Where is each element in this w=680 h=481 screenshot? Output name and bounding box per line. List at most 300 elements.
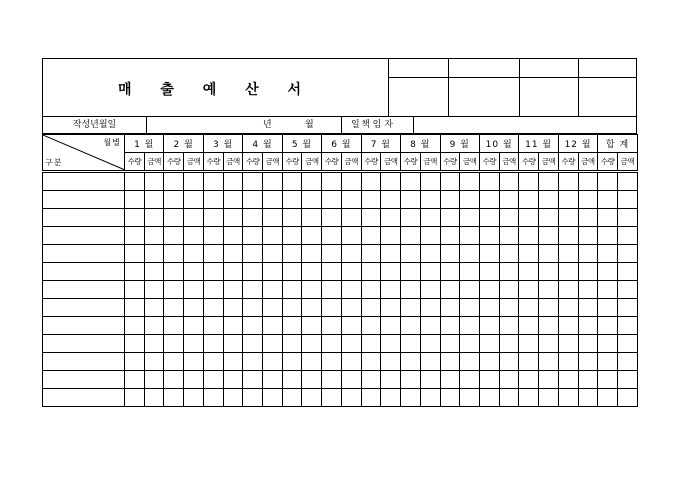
value-cell[interactable] [440, 299, 460, 317]
value-cell[interactable] [164, 371, 184, 389]
value-cell[interactable] [401, 353, 421, 371]
value-cell[interactable] [539, 245, 559, 263]
value-cell[interactable] [420, 317, 440, 335]
value-cell[interactable] [302, 353, 322, 371]
value-cell[interactable] [420, 353, 440, 371]
value-cell[interactable] [519, 371, 539, 389]
value-cell[interactable] [519, 389, 539, 407]
value-cell[interactable] [440, 245, 460, 263]
value-cell[interactable] [164, 281, 184, 299]
value-cell[interactable] [144, 263, 164, 281]
value-cell[interactable] [558, 317, 578, 335]
value-cell[interactable] [598, 281, 618, 299]
value-cell[interactable] [361, 227, 381, 245]
value-cell[interactable] [243, 299, 263, 317]
value-cell[interactable] [598, 191, 618, 209]
value-cell[interactable] [361, 209, 381, 227]
value-cell[interactable] [558, 209, 578, 227]
value-cell[interactable] [539, 371, 559, 389]
value-cell[interactable] [460, 191, 480, 209]
value-cell[interactable] [164, 191, 184, 209]
value-cell[interactable] [519, 299, 539, 317]
value-cell[interactable] [203, 209, 223, 227]
value-cell[interactable] [401, 281, 421, 299]
value-cell[interactable] [223, 389, 243, 407]
category-cell[interactable] [43, 245, 125, 263]
value-cell[interactable] [184, 299, 204, 317]
value-cell[interactable] [164, 209, 184, 227]
value-cell[interactable] [282, 389, 302, 407]
value-cell[interactable] [578, 389, 598, 407]
value-cell[interactable] [322, 389, 342, 407]
value-cell[interactable] [164, 227, 184, 245]
value-cell[interactable] [243, 281, 263, 299]
value-cell[interactable] [144, 281, 164, 299]
value-cell[interactable] [598, 353, 618, 371]
value-cell[interactable] [223, 245, 243, 263]
value-cell[interactable] [598, 245, 618, 263]
value-cell[interactable] [618, 263, 638, 281]
value-cell[interactable] [479, 389, 499, 407]
value-cell[interactable] [341, 227, 361, 245]
value-cell[interactable] [302, 335, 322, 353]
value-cell[interactable] [618, 209, 638, 227]
value-cell[interactable] [302, 191, 322, 209]
value-cell[interactable] [144, 317, 164, 335]
value-cell[interactable] [361, 299, 381, 317]
value-cell[interactable] [125, 227, 145, 245]
value-cell[interactable] [598, 299, 618, 317]
value-cell[interactable] [164, 172, 184, 191]
value-cell[interactable] [519, 263, 539, 281]
value-cell[interactable] [302, 299, 322, 317]
value-cell[interactable] [401, 227, 421, 245]
value-cell[interactable] [519, 172, 539, 191]
value-cell[interactable] [479, 191, 499, 209]
value-cell[interactable] [558, 353, 578, 371]
value-cell[interactable] [243, 172, 263, 191]
value-cell[interactable] [578, 353, 598, 371]
category-cell[interactable] [43, 389, 125, 407]
value-cell[interactable] [223, 371, 243, 389]
value-cell[interactable] [361, 371, 381, 389]
value-cell[interactable] [499, 371, 519, 389]
value-cell[interactable] [243, 245, 263, 263]
value-cell[interactable] [144, 209, 164, 227]
value-cell[interactable] [322, 263, 342, 281]
category-cell[interactable] [43, 172, 125, 191]
category-cell[interactable] [43, 371, 125, 389]
value-cell[interactable] [578, 263, 598, 281]
value-cell[interactable] [401, 191, 421, 209]
value-cell[interactable] [618, 335, 638, 353]
value-cell[interactable] [401, 263, 421, 281]
value-cell[interactable] [164, 245, 184, 263]
value-cell[interactable] [184, 389, 204, 407]
value-cell[interactable] [381, 317, 401, 335]
value-cell[interactable] [401, 172, 421, 191]
value-cell[interactable] [618, 245, 638, 263]
value-cell[interactable] [223, 209, 243, 227]
value-cell[interactable] [618, 353, 638, 371]
value-cell[interactable] [282, 263, 302, 281]
value-cell[interactable] [618, 371, 638, 389]
value-cell[interactable] [499, 299, 519, 317]
value-cell[interactable] [519, 227, 539, 245]
value-cell[interactable] [499, 263, 519, 281]
value-cell[interactable] [519, 353, 539, 371]
value-cell[interactable] [558, 245, 578, 263]
value-cell[interactable] [578, 299, 598, 317]
value-cell[interactable] [558, 263, 578, 281]
value-cell[interactable] [420, 389, 440, 407]
value-cell[interactable] [125, 299, 145, 317]
value-cell[interactable] [479, 371, 499, 389]
value-cell[interactable] [302, 389, 322, 407]
value-cell[interactable] [144, 353, 164, 371]
value-cell[interactable] [341, 191, 361, 209]
value-cell[interactable] [341, 353, 361, 371]
value-cell[interactable] [578, 191, 598, 209]
value-cell[interactable] [322, 172, 342, 191]
value-cell[interactable] [381, 353, 401, 371]
value-cell[interactable] [184, 263, 204, 281]
value-cell[interactable] [460, 353, 480, 371]
value-cell[interactable] [322, 317, 342, 335]
value-cell[interactable] [144, 245, 164, 263]
value-cell[interactable] [519, 245, 539, 263]
value-cell[interactable] [381, 209, 401, 227]
value-cell[interactable] [361, 191, 381, 209]
value-cell[interactable] [598, 172, 618, 191]
value-cell[interactable] [322, 191, 342, 209]
value-cell[interactable] [598, 263, 618, 281]
value-cell[interactable] [381, 335, 401, 353]
value-cell[interactable] [460, 371, 480, 389]
value-cell[interactable] [578, 172, 598, 191]
value-cell[interactable] [519, 281, 539, 299]
value-cell[interactable] [440, 281, 460, 299]
value-cell[interactable] [618, 299, 638, 317]
value-cell[interactable] [539, 353, 559, 371]
value-cell[interactable] [598, 335, 618, 353]
value-cell[interactable] [539, 281, 559, 299]
value-cell[interactable] [223, 263, 243, 281]
value-cell[interactable] [164, 389, 184, 407]
value-cell[interactable] [203, 227, 223, 245]
category-cell[interactable] [43, 335, 125, 353]
value-cell[interactable] [381, 245, 401, 263]
value-cell[interactable] [263, 172, 283, 191]
value-cell[interactable] [223, 227, 243, 245]
value-cell[interactable] [203, 245, 223, 263]
value-cell[interactable] [203, 281, 223, 299]
value-cell[interactable] [499, 227, 519, 245]
value-cell[interactable] [598, 317, 618, 335]
value-cell[interactable] [618, 317, 638, 335]
value-cell[interactable] [598, 389, 618, 407]
value-cell[interactable] [440, 263, 460, 281]
value-cell[interactable] [322, 299, 342, 317]
value-cell[interactable] [144, 335, 164, 353]
value-cell[interactable] [164, 353, 184, 371]
value-cell[interactable] [460, 172, 480, 191]
value-cell[interactable] [203, 299, 223, 317]
value-cell[interactable] [440, 371, 460, 389]
value-cell[interactable] [341, 245, 361, 263]
value-cell[interactable] [499, 317, 519, 335]
value-cell[interactable] [479, 263, 499, 281]
value-cell[interactable] [144, 172, 164, 191]
value-cell[interactable] [578, 335, 598, 353]
value-cell[interactable] [243, 317, 263, 335]
value-cell[interactable] [460, 299, 480, 317]
value-cell[interactable] [125, 245, 145, 263]
value-cell[interactable] [125, 191, 145, 209]
value-cell[interactable] [341, 371, 361, 389]
value-cell[interactable] [558, 299, 578, 317]
value-cell[interactable] [203, 317, 223, 335]
value-cell[interactable] [125, 353, 145, 371]
responsible-field[interactable] [413, 117, 636, 133]
value-cell[interactable] [361, 281, 381, 299]
value-cell[interactable] [361, 245, 381, 263]
value-cell[interactable] [341, 263, 361, 281]
value-cell[interactable] [341, 299, 361, 317]
value-cell[interactable] [302, 245, 322, 263]
value-cell[interactable] [420, 335, 440, 353]
value-cell[interactable] [144, 191, 164, 209]
value-cell[interactable] [460, 335, 480, 353]
value-cell[interactable] [282, 353, 302, 371]
value-cell[interactable] [401, 317, 421, 335]
value-cell[interactable] [381, 172, 401, 191]
value-cell[interactable] [184, 209, 204, 227]
value-cell[interactable] [539, 299, 559, 317]
value-cell[interactable] [322, 281, 342, 299]
value-cell[interactable] [558, 172, 578, 191]
value-cell[interactable] [322, 245, 342, 263]
value-cell[interactable] [282, 317, 302, 335]
value-cell[interactable] [499, 191, 519, 209]
value-cell[interactable] [361, 263, 381, 281]
value-cell[interactable] [361, 317, 381, 335]
value-cell[interactable] [203, 263, 223, 281]
value-cell[interactable] [618, 281, 638, 299]
value-cell[interactable] [223, 317, 243, 335]
value-cell[interactable] [282, 281, 302, 299]
value-cell[interactable] [282, 209, 302, 227]
category-cell[interactable] [43, 299, 125, 317]
value-cell[interactable] [539, 389, 559, 407]
value-cell[interactable] [184, 172, 204, 191]
value-cell[interactable] [203, 389, 223, 407]
value-cell[interactable] [341, 172, 361, 191]
value-cell[interactable] [282, 172, 302, 191]
value-cell[interactable] [322, 353, 342, 371]
value-cell[interactable] [203, 191, 223, 209]
value-cell[interactable] [440, 172, 460, 191]
value-cell[interactable] [578, 281, 598, 299]
value-cell[interactable] [479, 299, 499, 317]
value-cell[interactable] [125, 335, 145, 353]
value-cell[interactable] [598, 209, 618, 227]
value-cell[interactable] [184, 227, 204, 245]
value-cell[interactable] [282, 299, 302, 317]
value-cell[interactable] [381, 281, 401, 299]
value-cell[interactable] [263, 389, 283, 407]
value-cell[interactable] [184, 371, 204, 389]
value-cell[interactable] [263, 281, 283, 299]
value-cell[interactable] [539, 191, 559, 209]
value-cell[interactable] [440, 209, 460, 227]
value-cell[interactable] [263, 371, 283, 389]
value-cell[interactable] [460, 389, 480, 407]
value-cell[interactable] [460, 263, 480, 281]
category-cell[interactable] [43, 353, 125, 371]
value-cell[interactable] [184, 245, 204, 263]
value-cell[interactable] [341, 209, 361, 227]
value-cell[interactable] [499, 335, 519, 353]
value-cell[interactable] [618, 191, 638, 209]
value-cell[interactable] [243, 191, 263, 209]
value-cell[interactable] [223, 353, 243, 371]
value-cell[interactable] [401, 335, 421, 353]
value-cell[interactable] [341, 281, 361, 299]
value-cell[interactable] [401, 209, 421, 227]
value-cell[interactable] [420, 299, 440, 317]
value-cell[interactable] [558, 191, 578, 209]
value-cell[interactable] [499, 172, 519, 191]
value-cell[interactable] [618, 389, 638, 407]
value-cell[interactable] [479, 281, 499, 299]
value-cell[interactable] [578, 245, 598, 263]
value-cell[interactable] [539, 172, 559, 191]
value-cell[interactable] [618, 227, 638, 245]
value-cell[interactable] [361, 172, 381, 191]
value-cell[interactable] [223, 281, 243, 299]
value-cell[interactable] [460, 281, 480, 299]
value-cell[interactable] [499, 281, 519, 299]
value-cell[interactable] [479, 317, 499, 335]
value-cell[interactable] [282, 371, 302, 389]
value-cell[interactable] [263, 317, 283, 335]
value-cell[interactable] [440, 353, 460, 371]
value-cell[interactable] [539, 209, 559, 227]
value-cell[interactable] [203, 353, 223, 371]
value-cell[interactable] [558, 335, 578, 353]
value-cell[interactable] [144, 389, 164, 407]
value-cell[interactable] [440, 317, 460, 335]
value-cell[interactable] [539, 317, 559, 335]
value-cell[interactable] [243, 263, 263, 281]
value-cell[interactable] [420, 263, 440, 281]
value-cell[interactable] [263, 335, 283, 353]
value-cell[interactable] [401, 389, 421, 407]
value-cell[interactable] [381, 263, 401, 281]
category-cell[interactable] [43, 317, 125, 335]
value-cell[interactable] [479, 245, 499, 263]
value-cell[interactable] [558, 281, 578, 299]
value-cell[interactable] [184, 281, 204, 299]
value-cell[interactable] [184, 353, 204, 371]
value-cell[interactable] [361, 335, 381, 353]
value-cell[interactable] [322, 335, 342, 353]
value-cell[interactable] [440, 389, 460, 407]
value-cell[interactable] [125, 172, 145, 191]
value-cell[interactable] [263, 245, 283, 263]
value-cell[interactable] [341, 317, 361, 335]
value-cell[interactable] [578, 209, 598, 227]
value-cell[interactable] [164, 317, 184, 335]
value-cell[interactable] [282, 191, 302, 209]
value-cell[interactable] [223, 191, 243, 209]
value-cell[interactable] [539, 227, 559, 245]
value-cell[interactable] [164, 299, 184, 317]
value-cell[interactable] [203, 172, 223, 191]
value-cell[interactable] [302, 371, 322, 389]
value-cell[interactable] [499, 209, 519, 227]
value-cell[interactable] [479, 209, 499, 227]
value-cell[interactable] [282, 335, 302, 353]
value-cell[interactable] [578, 227, 598, 245]
category-cell[interactable] [43, 227, 125, 245]
value-cell[interactable] [125, 281, 145, 299]
value-cell[interactable] [322, 227, 342, 245]
value-cell[interactable] [519, 209, 539, 227]
value-cell[interactable] [125, 317, 145, 335]
value-cell[interactable] [203, 335, 223, 353]
value-cell[interactable] [243, 209, 263, 227]
value-cell[interactable] [401, 245, 421, 263]
value-cell[interactable] [164, 335, 184, 353]
value-cell[interactable] [144, 227, 164, 245]
value-cell[interactable] [184, 335, 204, 353]
value-cell[interactable] [420, 191, 440, 209]
value-cell[interactable] [499, 245, 519, 263]
value-cell[interactable] [618, 172, 638, 191]
value-cell[interactable] [381, 389, 401, 407]
value-cell[interactable] [381, 227, 401, 245]
value-cell[interactable] [125, 371, 145, 389]
value-cell[interactable] [361, 353, 381, 371]
value-cell[interactable] [440, 191, 460, 209]
value-cell[interactable] [263, 353, 283, 371]
value-cell[interactable] [519, 317, 539, 335]
value-cell[interactable] [263, 227, 283, 245]
value-cell[interactable] [263, 191, 283, 209]
category-cell[interactable] [43, 281, 125, 299]
value-cell[interactable] [302, 317, 322, 335]
value-cell[interactable] [578, 371, 598, 389]
value-cell[interactable] [598, 227, 618, 245]
value-cell[interactable] [558, 227, 578, 245]
value-cell[interactable] [243, 389, 263, 407]
value-cell[interactable] [460, 245, 480, 263]
value-cell[interactable] [401, 299, 421, 317]
value-cell[interactable] [144, 299, 164, 317]
value-cell[interactable] [322, 371, 342, 389]
value-cell[interactable] [460, 209, 480, 227]
value-cell[interactable] [263, 299, 283, 317]
value-cell[interactable] [282, 227, 302, 245]
value-cell[interactable] [420, 209, 440, 227]
value-cell[interactable] [144, 371, 164, 389]
category-cell[interactable] [43, 209, 125, 227]
value-cell[interactable] [223, 299, 243, 317]
value-cell[interactable] [479, 335, 499, 353]
value-cell[interactable] [263, 209, 283, 227]
